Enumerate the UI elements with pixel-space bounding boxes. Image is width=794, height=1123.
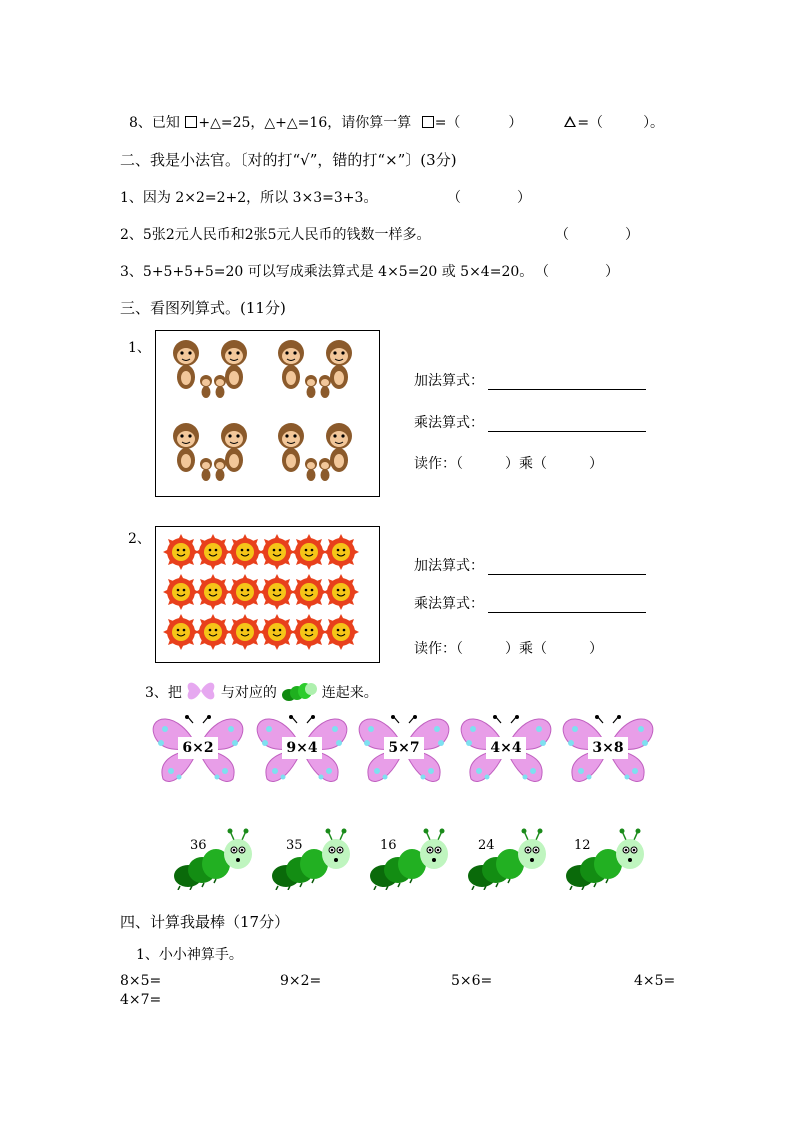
- flower-icon: [227, 614, 263, 650]
- flower-icon: [195, 614, 231, 650]
- monkey-group-4: [278, 423, 352, 481]
- caterpillar-number: 35: [286, 838, 303, 853]
- butterfly-label: 3×8: [588, 737, 628, 759]
- q8-line: 8、已知 +△=25，△+△=16，请你算一算 =（ ） =（ ）。: [129, 115, 665, 131]
- butterfly-card[interactable]: [253, 715, 351, 787]
- monkey-group-2: [278, 340, 352, 398]
- caterpillar-number: 24: [478, 838, 495, 853]
- caterpillar-number: 16: [380, 838, 397, 853]
- flower-icon: [323, 614, 359, 650]
- triangle-symbol: [564, 116, 576, 127]
- butterfly-label: 4×4: [486, 737, 526, 759]
- flower-icon: [323, 574, 359, 610]
- problem2-number: 2、: [128, 531, 151, 547]
- section2-title: 二、我是小法官。〔对的打“√”，错的打“×”〕(3分): [120, 151, 457, 169]
- monkey-group-3: [173, 423, 247, 481]
- p1-multiplication-line: 乘法算式：: [414, 412, 646, 432]
- flower-icon: [227, 534, 263, 570]
- p2-read-as[interactable]: 读作：（ ）乘（ ）: [414, 641, 603, 657]
- butterfly-card[interactable]: [559, 715, 657, 787]
- section4-title: 四、计算我最棒（17分）: [120, 913, 290, 931]
- calc-item-5[interactable]: 4×7=: [120, 992, 162, 1008]
- monkey-group-1: [173, 340, 247, 398]
- caterpillar-card[interactable]: [466, 828, 550, 890]
- butterfly-label: 6×2: [178, 737, 218, 759]
- p1-addition-line: 加法算式：: [414, 370, 646, 390]
- flower-picture-box: [155, 526, 380, 663]
- section3-title: 三、看图列算式。(11分): [120, 299, 286, 317]
- caterpillar-number: 12: [574, 838, 591, 853]
- butterfly-label: 9×4: [282, 737, 322, 759]
- flower-icon: [163, 574, 199, 610]
- caterpillar-number: 36: [190, 838, 207, 853]
- judge-bracket-1[interactable]: （ ）: [447, 190, 531, 206]
- flower-icon: [227, 574, 263, 610]
- monkeys-image: [156, 331, 379, 496]
- caterpillar-icon: [270, 828, 354, 890]
- flower-icon: [323, 534, 359, 570]
- flower-icon: [195, 574, 231, 610]
- p1-read-as[interactable]: 读作：（ ）乘（ ）: [414, 456, 603, 472]
- judge-bracket-3[interactable]: （ ）: [535, 264, 619, 280]
- caterpillar-card[interactable]: [172, 828, 256, 890]
- caterpillar-icon: [172, 828, 256, 890]
- judge-item-3: 3、5+5+5+5=20 可以写成乘法算式是 4×5=20 或 5×4=20。: [120, 264, 534, 280]
- p1-multiplication-answer[interactable]: [488, 417, 646, 432]
- square-symbol: [185, 116, 197, 128]
- flowers-image: [156, 527, 379, 662]
- butterfly-card[interactable]: [149, 715, 247, 787]
- butterfly-label: 5×7: [384, 737, 424, 759]
- small-butterfly-icon: [186, 680, 216, 702]
- judge-item-1: 1、因为 2×2=2+2，所以 3×3=3+3。: [120, 190, 378, 206]
- monkey-picture-box: [155, 330, 380, 497]
- flower-icon: [163, 614, 199, 650]
- p2-addition-answer[interactable]: [488, 560, 646, 575]
- calc-item-4[interactable]: 4×5=: [634, 973, 676, 989]
- caterpillar-card[interactable]: [270, 828, 354, 890]
- p2-addition-line: 加法算式：: [414, 555, 646, 575]
- calc-item-1[interactable]: 8×5=: [120, 973, 162, 989]
- p3-instruction: 3、把 与对应的 连起来。: [145, 680, 378, 702]
- calc-item-3[interactable]: 5×6=: [451, 973, 493, 989]
- square-symbol: [422, 116, 434, 128]
- calc-item-2[interactable]: 9×2=: [280, 973, 322, 989]
- flower-icon: [259, 614, 295, 650]
- judge-bracket-2[interactable]: （ ）: [555, 227, 639, 243]
- p2-multiplication-answer[interactable]: [488, 598, 646, 613]
- flower-icon: [259, 574, 295, 610]
- caterpillar-card[interactable]: [564, 828, 648, 890]
- flower-icon: [291, 614, 327, 650]
- flower-icon: [195, 534, 231, 570]
- p2-multiplication-line: 乘法算式：: [414, 593, 646, 613]
- butterfly-card[interactable]: [457, 715, 555, 787]
- caterpillar-card[interactable]: [368, 828, 452, 890]
- flower-icon: [163, 534, 199, 570]
- flower-icon: [291, 534, 327, 570]
- flower-icon: [291, 574, 327, 610]
- section4-subtitle: 1、小小神算手。: [136, 947, 243, 963]
- flower-icon: [259, 534, 295, 570]
- p1-addition-answer[interactable]: [488, 375, 646, 390]
- small-caterpillar-icon: [281, 680, 317, 702]
- butterfly-card[interactable]: [355, 715, 453, 787]
- problem1-number: 1、: [128, 340, 151, 356]
- judge-item-2: 2、5张2元人民币和2张5元人民币的钱数一样多。: [120, 227, 431, 243]
